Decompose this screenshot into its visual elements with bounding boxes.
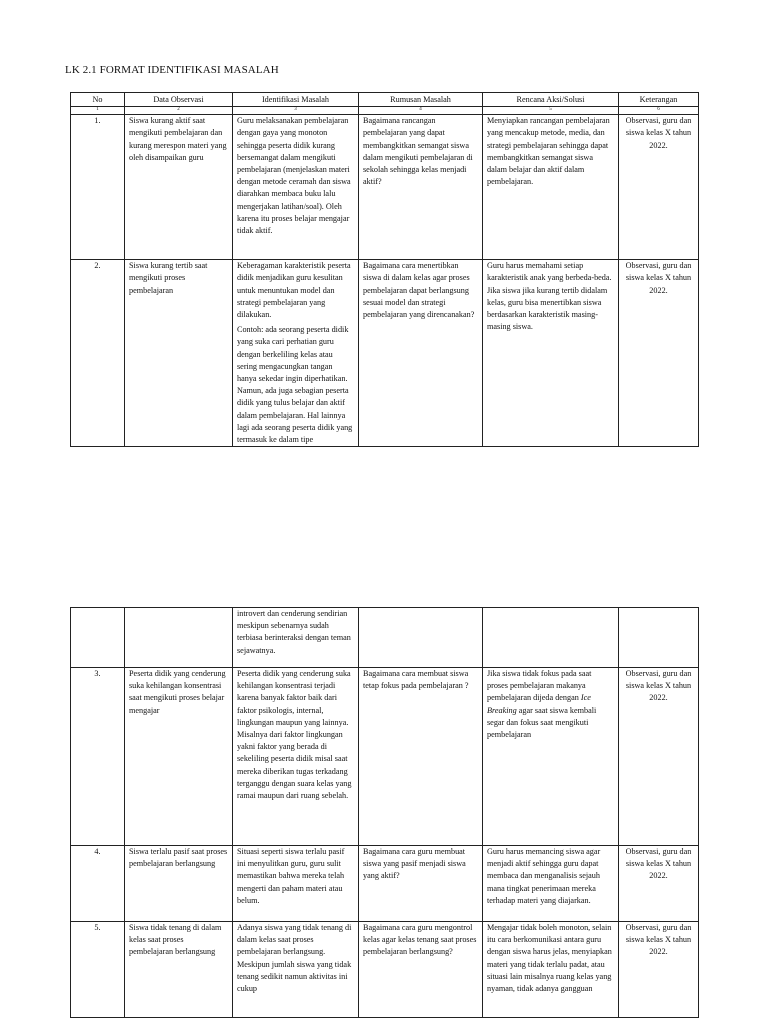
table-row: [71, 846, 699, 922]
header-no: No: [71, 93, 125, 107]
table-row: [71, 115, 699, 260]
cell-data-observasi: Siswa terlalu pasif saat proses pembelajaran berlangsung: [125, 846, 233, 922]
problem-identification-table-continued: [70, 607, 699, 1018]
table-row: [71, 668, 699, 846]
row-number: 3.: [71, 668, 125, 846]
cell-keterangan: Observasi, guru dan siswa kelas X tahun 2022.: [619, 922, 699, 1018]
table-row-continued: [71, 608, 699, 668]
cell-keterangan: Observasi, guru dan siswa kelas X tahun 2022.: [619, 668, 699, 846]
header-rumusan-masalah: Rumusan Masalah: [359, 93, 483, 107]
cell-rencana: Mengajar tidak boleh monoton, selain itu cara berkomunikasi antara guru dengan siswa harus jelas, menyiapkan materi yang tidak terlalu padat, atau situasi lain misalnya ruang kelas yang nyaman, tidak adanya gangguan: [483, 922, 619, 1018]
table-header-row: [71, 93, 699, 107]
cell-identifikasi: [233, 260, 359, 447]
rencana-italic-term: Ice Breaking: [487, 693, 591, 715]
cell-rencana: Guru harus memahami setiap karakteristik anak yang berbeda-beda. Jika siswa jika kurang tertib didalam kelas, guru bisa menertibkan siswa berdasarkan karakteristik masing-masing siswa.: [483, 260, 619, 447]
cell-keterangan: Observasi, guru dan siswa kelas X tahun 2022.: [619, 260, 699, 447]
column-number: 1: [71, 107, 125, 115]
cell-rumusan: Bagaimana rancangan pembelajaran yang dapat membangkitkan semangat siswa dalam mengikuti pembelajaran di sekolah sehingga kelas menjadi aktif?: [359, 115, 483, 260]
table-row: [71, 922, 699, 1018]
header-identifikasi-masalah: Identifikasi Masalah: [233, 93, 359, 107]
header-data-observasi: Data Observasi: [125, 93, 233, 107]
problem-identification-table: [70, 92, 699, 447]
identifikasi-paragraph: Keberagaman karakteristik peserta didik menjadikan guru kesulitan untuk menuntukan model dan strategi pembelajaran yang dilakukan.: [237, 261, 351, 320]
cell-rencana: Menyiapkan rancangan pembelajaran yang mencakup metode, media, dan strategi pembelajaran sehingga dapat membangkitkan semangat siswa dalam belajar dan aktif dalam pembelajaran.: [483, 115, 619, 260]
cell-identifikasi: Guru melaksanakan pembelajaran dengan gaya yang monoton sehingga peserta didik kurang bersemangat dalam mengikuti pembelajaran (menjelaskan materi dengan metode ceramah dan siswa diarahkan membaca buku lalu mengerjakan latihan/soal). Oleh karena itu proses belajar mengajar tidak aktif.: [233, 115, 359, 260]
column-number: 2: [125, 107, 233, 115]
column-number: 5: [483, 107, 619, 115]
row-number: 1.: [71, 115, 125, 260]
cell-empty: [71, 608, 125, 668]
cell-empty: [483, 608, 619, 668]
column-number: 3: [233, 107, 359, 115]
cell-identifikasi: Peserta didik yang cenderung suka kehilangan konsentrasi terjadi karena banyak faktor baik dari faktor psikologis, internal, lingkungan maupun yang lainnya. Misalnya dari faktor lingkungan yakni faktor yang berada di sekeliling peserta didik misal saat mereka diberikan tugas terkadang terganggu dengan suara kelas yang ramai maupun dari ruang sebelah.: [233, 668, 359, 846]
header-rencana-aksi: Rencana Aksi/Solusi: [483, 93, 619, 107]
cell-rumusan: Bagaimana cara guru membuat siswa yang pasif menjadi siswa yang aktif?: [359, 846, 483, 922]
cell-identifikasi: Situasi seperti siswa terlalu pasif ini menyulitkan guru, guru sulit memastikan bahwa mereka telah mengerti dan paham materi atau belum.: [233, 846, 359, 922]
cell-data-observasi: Siswa tidak tenang di dalam kelas saat proses pembelajaran berlangsung: [125, 922, 233, 1018]
table-row: [71, 260, 699, 447]
cell-data-observasi: Siswa kurang tertib saat mengikuti proses pembelajaran: [125, 260, 233, 447]
cell-empty: [619, 608, 699, 668]
identifikasi-example-paragraph: Contoh: ada seorang peserta didik yang suka cari perhatian guru dengan berkeliling kelas atau sering mengacungkan tangan hanya sekedar ingin diperhatikan. Namun, ada juga sebagian peserta didik yang tulus belajar dan aktif dalam pembelajaran. Hal lainnya lagi ada seorang peserta didik yang termasuk ke dalam tipe: [237, 325, 353, 445]
rencana-text-b: agar saat siswa kembali segar dan fokus saat mengikuti pembelajaran: [487, 705, 597, 740]
row-number: 4.: [71, 846, 125, 922]
column-number: 6: [619, 107, 699, 115]
cell-rumusan: Bagaimana cara membuat siswa tetap fokus pada pembelajaran ?: [359, 668, 483, 846]
rencana-text-a: Jika siswa tidak fokus pada saat proses pembelajaran makanya pembelajaran dijeda dengan: [487, 669, 592, 703]
row-number: 2.: [71, 260, 125, 447]
cell-rumusan: Bagaimana cara guru mengontrol kelas agar kelas tenang saat proses pembelajaran berlangsung?: [359, 922, 483, 1018]
cell-identifikasi: Adanya siswa yang tidak tenang di dalam kelas saat proses pembelajaran berlangsung. Meskipun jumlah siswa yang tidak tenang sedikit namun aktivitas ini cukup: [233, 922, 359, 1018]
cell-rumusan: Bagaimana cara menertibkan siswa di dalam kelas agar proses pembelajaran dapat berlangsung sesuai model dan strategi pembelajaran yang direncanakan?: [359, 260, 483, 447]
cell-keterangan: Observasi, guru dan siswa kelas X tahun 2022.: [619, 115, 699, 260]
cell-data-observasi: Peserta didik yang cenderung suka kehilangan konsentrasi saat mengikuti proses belajar mengajar: [125, 668, 233, 846]
cell-identifikasi-continued: introvert dan cenderung sendirian meskipun sebenarnya sudah terbiasa berinteraksi dengan teman sejawatnya.: [233, 608, 359, 668]
cell-empty: [359, 608, 483, 668]
cell-rencana: [483, 668, 619, 846]
cell-rencana: Guru harus memancing siswa agar menjadi aktif sehingga guru dapat membaca dan menganalisis sejauh mana tingkat penerimaan mereka terhadap materi yang diajarkan.: [483, 846, 619, 922]
row-number: 5.: [71, 922, 125, 1018]
column-number: 4: [359, 107, 483, 115]
header-keterangan: Keterangan: [619, 93, 699, 107]
column-number-row: [71, 107, 699, 115]
document-title: LK 2.1 FORMAT IDENTIFIKASI MASALAH: [65, 64, 279, 76]
cell-empty: [125, 608, 233, 668]
cell-data-observasi: Siswa kurang aktif saat mengikuti pembelajaran dan kurang merespon materi yang oleh disampaikan guru: [125, 115, 233, 260]
cell-keterangan: Observasi, guru dan siswa kelas X tahun 2022.: [619, 846, 699, 922]
